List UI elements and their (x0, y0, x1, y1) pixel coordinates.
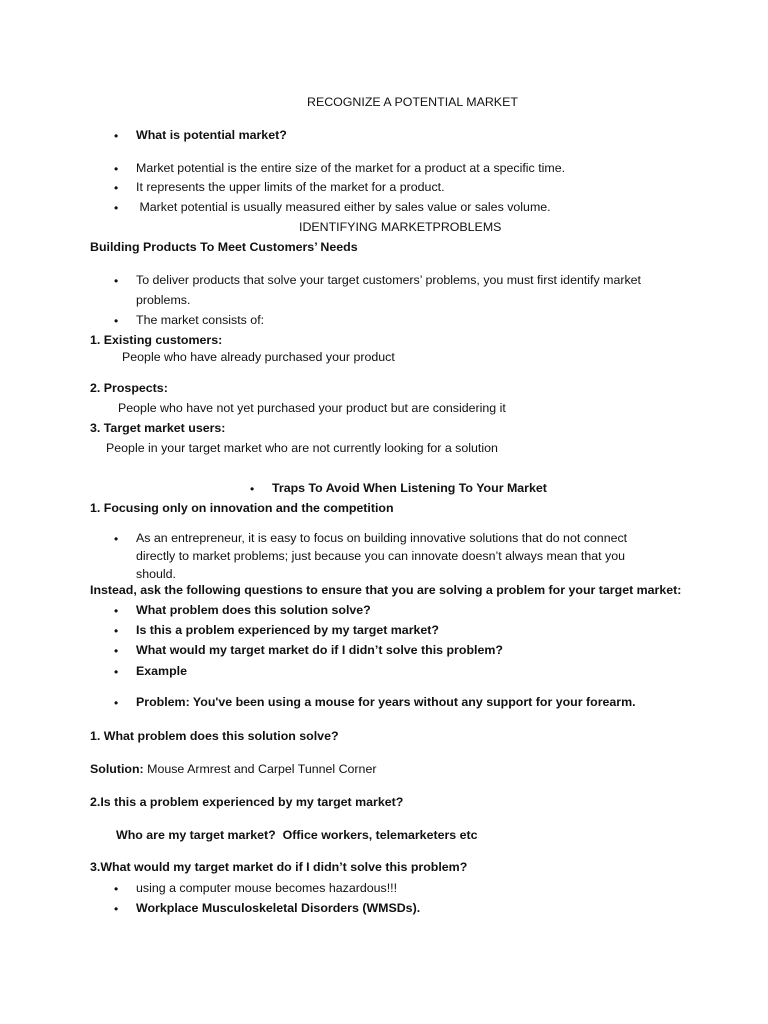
potential-point: It represents the upper limits of the market for a product. (136, 180, 445, 194)
bullet-icon: • (114, 902, 119, 916)
existing-customers-label: 1. Existing customers: (90, 333, 223, 347)
example-question-2: 2.Is this a problem experienced by my target market? (90, 795, 404, 809)
entrepreneur-text: As an entrepreneur, it is easy to focus on building innovative solutions that do not connect (136, 531, 628, 545)
bullet-icon: • (114, 314, 119, 328)
consequence-item: using a computer mouse becomes hazardous!!! (136, 881, 398, 895)
question-item: What would my target market do if I didn’t solve this problem? (136, 643, 503, 657)
example-question-3: 3.What would my target market do if I didn’t solve this problem? (90, 860, 468, 874)
target-market-answer: Who are my target market? Office workers, telemarketers etc (116, 828, 478, 842)
instead-text: Instead, ask the following questions to ensure that you are solving a problem for your target market: (90, 583, 682, 597)
bullet-icon: • (114, 201, 119, 215)
section-heading: IDENTIFYING MARKETPROBLEMS (299, 220, 502, 234)
identifying-point: To deliver products that solve your target customers’ problems, you must first identify market (136, 273, 642, 287)
entrepreneur-text-continued: directly to market problems; just because you can innovate doesn’t always mean that you (136, 549, 626, 563)
bullet-icon: • (114, 882, 119, 896)
bullet-icon: • (114, 129, 119, 143)
solution-text: Mouse Armrest and Carpel Tunnel Corner (143, 762, 377, 776)
focus-label: 1. Focusing only on innovation and the competition (90, 501, 394, 515)
bullet-icon: • (114, 624, 119, 638)
prospects-label: 2. Prospects: (90, 381, 168, 395)
identifying-point-continued: problems. (136, 293, 191, 307)
target-users-label: 3. Target market users: (90, 421, 226, 435)
bullet-icon: • (114, 181, 119, 195)
bullet-icon: • (114, 665, 119, 679)
entrepreneur-text-continued: should. (136, 567, 176, 581)
question-item: Example (136, 664, 187, 678)
potential-point: Market potential is usually measured either by sales value or sales volume. (136, 200, 551, 214)
example-question-1: 1. What problem does this solution solve? (90, 729, 339, 743)
target-users-desc: People in your target market who are not currently looking for a solution (106, 441, 498, 455)
bullet-icon: • (114, 644, 119, 658)
consequence-item: Workplace Musculoskeletal Disorders (WMSDs). (136, 901, 421, 915)
potential-point: Market potential is the entire size of the market for a product at a specific time. (136, 161, 566, 175)
bullet-icon: • (114, 162, 119, 176)
question-item: Is this a problem experienced by my target market? (136, 623, 439, 637)
identifying-point: The market consists of: (136, 313, 265, 327)
bullet-icon: • (114, 532, 119, 546)
section-subheading: Building Products To Meet Customers’ Needs (90, 240, 358, 254)
bullet-icon: • (114, 696, 119, 710)
bullet-icon: • (114, 274, 119, 288)
existing-customers-desc: People who have already purchased your product (122, 350, 395, 364)
bullet-icon: • (250, 482, 255, 496)
problem-text: Problem: You've been using a mouse for years without any support for your forearm. (136, 695, 636, 709)
solution-line (90, 761, 376, 777)
traps-heading: Traps To Avoid When Listening To Your Market (272, 481, 547, 495)
page-title: RECOGNIZE A POTENTIAL MARKET (307, 95, 518, 109)
potential-question: What is potential market? (136, 128, 287, 142)
bullet-icon: • (114, 604, 119, 618)
solution-label: Solution: (90, 762, 144, 776)
question-item: What problem does this solution solve? (136, 603, 371, 617)
prospects-desc: People who have not yet purchased your product but are considering it (118, 401, 506, 415)
